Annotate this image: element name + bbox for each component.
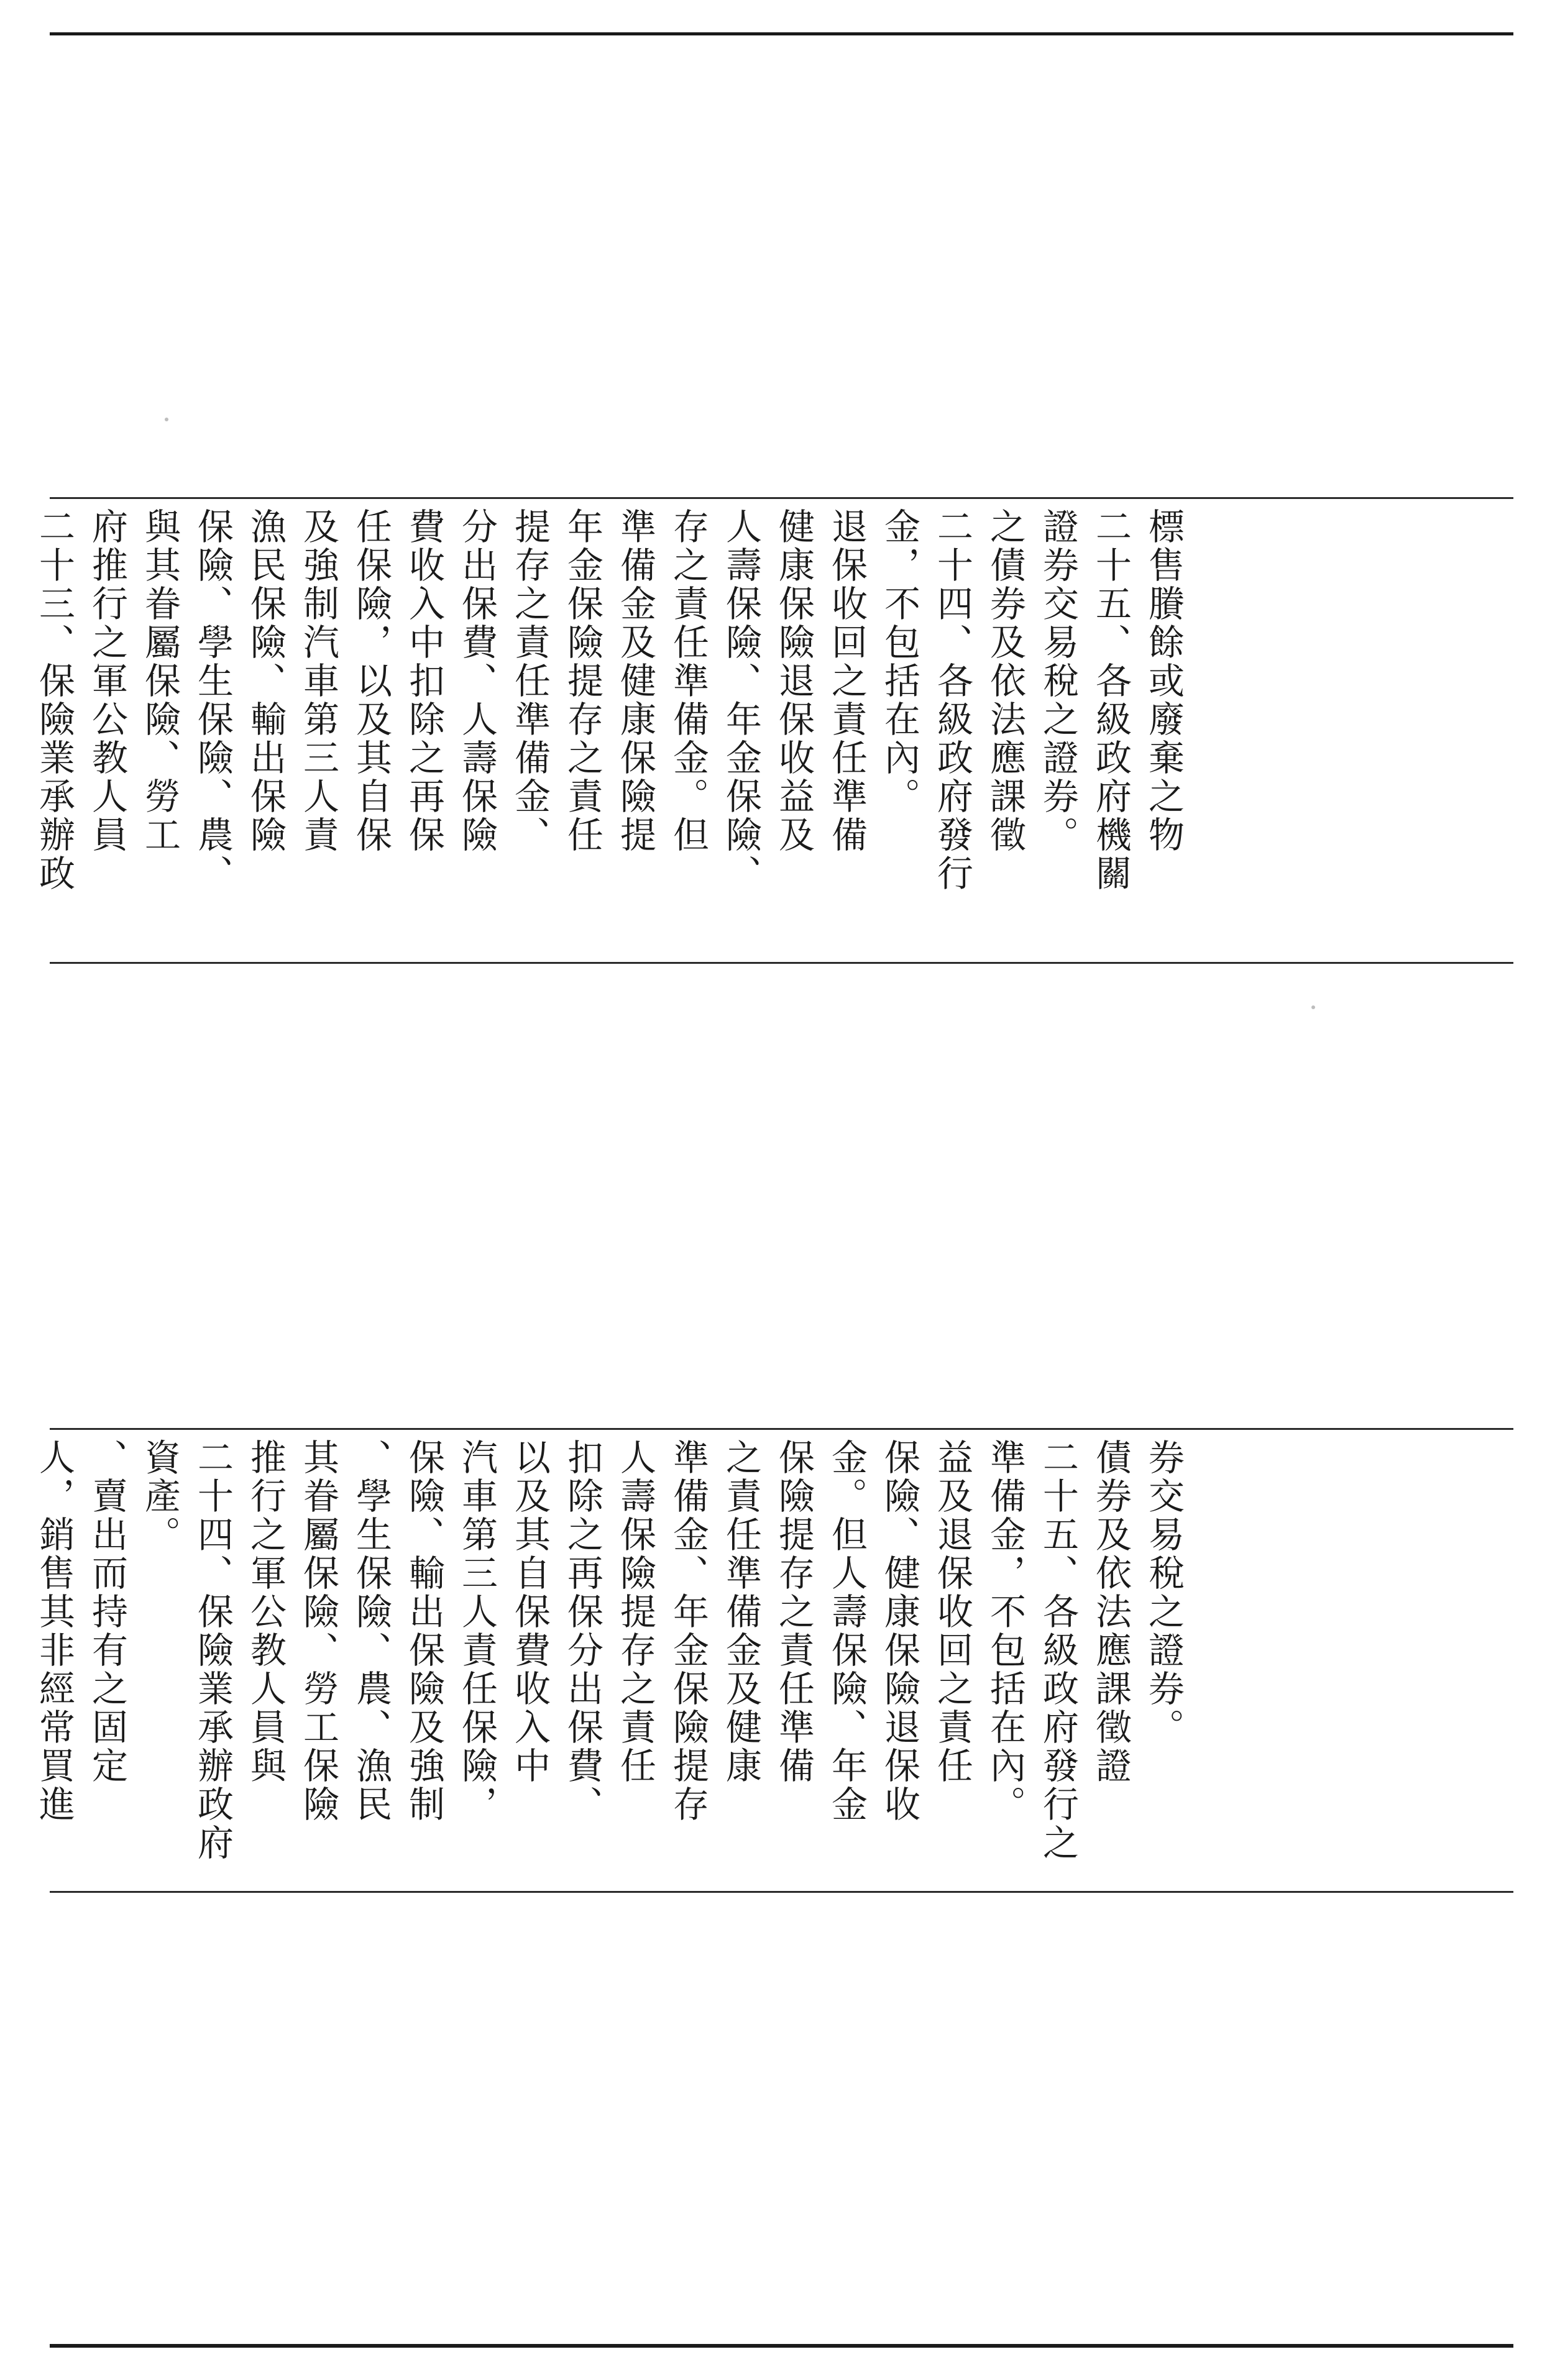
text-line: 健康保險退保收益及 xyxy=(773,508,815,854)
text-line: 標售賸餘或廢棄之物 xyxy=(1142,508,1185,854)
text-line: 提存之責任準備金、 xyxy=(508,508,551,854)
text-line: 推行之軍公教人員與 xyxy=(244,1439,287,1785)
text-line: 二十四、各級政府發行 xyxy=(931,508,973,893)
text-line: 扣除之再保分出保費、 xyxy=(561,1439,603,1824)
text-line: 金，不包括在內。 xyxy=(878,508,920,816)
text-line: 保險提存之責任準備 xyxy=(773,1439,815,1785)
text-line: 、賣出而持有之固定 xyxy=(86,1439,128,1785)
text-line: 二十四、保險業承辦政府 xyxy=(191,1439,234,1862)
text-line: 其眷屬保險、勞工保險 xyxy=(297,1439,339,1824)
scan-speck xyxy=(1311,1005,1315,1009)
text-line: 二十五、各級政府發行之 xyxy=(1037,1439,1079,1862)
top-border-rule xyxy=(50,32,1513,35)
text-line: 保險、學生保險、農、 xyxy=(191,508,234,893)
text-line: 益及退保收回之責任 xyxy=(931,1439,973,1785)
text-line: 保險、健康保險退保收 xyxy=(878,1439,920,1824)
text-line: 費收入中扣除之再保 xyxy=(403,508,445,854)
text-line: 府推行之軍公教人員 xyxy=(86,508,128,854)
section-divider xyxy=(50,962,1513,964)
text-line: 金。但人壽保險、年金 xyxy=(825,1439,868,1824)
text-line: 債券及依法應課徵證 xyxy=(1090,1439,1132,1785)
text-line: 之責任準備金及健康 xyxy=(720,1439,762,1785)
section-divider xyxy=(50,1891,1513,1893)
text-line: 退保收回之責任準備 xyxy=(825,508,868,854)
text-line: 人壽保險、年金保險、 xyxy=(720,508,762,893)
bottom-border-rule xyxy=(50,2344,1513,2348)
text-line: 分出保費、人壽保險 xyxy=(456,508,498,854)
text-line: 二十三、保險業承辦政 xyxy=(33,508,75,893)
text-line: 汽車第三人責任保險， xyxy=(456,1439,498,1824)
text-line: 準備金、年金保險提存 xyxy=(667,1439,709,1824)
text-line: 證券交易稅之證券。 xyxy=(1037,508,1079,854)
text-line: 年金保險提存之責任 xyxy=(561,508,603,854)
text-line: 任保險，以及其自保 xyxy=(350,508,392,854)
text-line: 以及其自保費收入中 xyxy=(508,1439,551,1785)
text-line: 、學生保險、農、漁民 xyxy=(350,1439,392,1824)
text-line: 之債券及依法應課徵 xyxy=(984,508,1026,854)
text-line: 與其眷屬保險、勞工 xyxy=(139,508,181,854)
top-text-section xyxy=(0,499,1560,962)
text-line: 保險、輸出保險及強制 xyxy=(403,1439,445,1824)
text-line: 準備金，不包括在內。 xyxy=(984,1439,1026,1824)
text-line: 存之責任準備金。但 xyxy=(667,508,709,854)
text-line: 人壽保險提存之責任 xyxy=(614,1439,656,1785)
text-line: 及強制汽車第三人責 xyxy=(297,508,339,854)
text-line: 漁民保險、輸出保險 xyxy=(244,508,287,854)
bottom-text-section xyxy=(0,1430,1560,1891)
text-line: 二十五、各級政府機關 xyxy=(1090,508,1132,893)
text-line: 準備金及健康保險提 xyxy=(614,508,656,854)
text-line: 資產。 xyxy=(139,1439,181,1554)
text-line: 人，銷售其非經常買進 xyxy=(33,1439,75,1824)
scan-speck xyxy=(165,418,168,421)
text-line: 券交易稅之證券。 xyxy=(1142,1439,1185,1747)
